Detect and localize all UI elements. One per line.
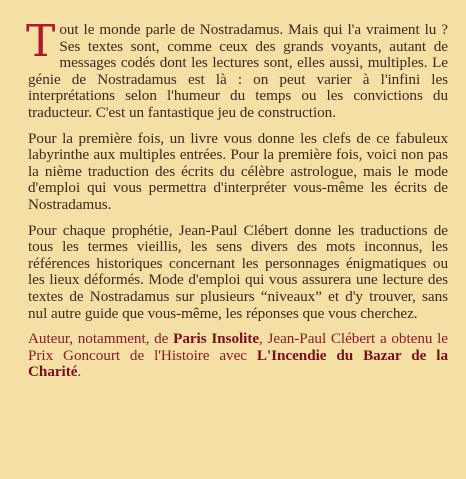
paragraph-prophecy-text: Pour chaque prophétie, Jean-Paul Clébert donne les traductions de tous les termes vieillis, les sens divers des mots inconnus, les références historiques concernant les personnages énigmatiques ou les lieux déformés. Mode d'emploi qui vous assurera une lecture des textes de Nostradamus sur plusieurs “niveaux” et d'y trouver, sans nul autre guide que vous-même, les réponses que vous cherchez.: [28, 221, 448, 322]
paragraph-intro: [26, 16, 448, 122]
paragraph-author: [28, 331, 448, 381]
paragraph-prophecy: [28, 223, 448, 323]
author-text-after: .: [77, 363, 82, 381]
author-text-before: Auteur, notamment, de: [28, 330, 174, 348]
drop-cap: T: [26, 16, 56, 67]
author-text-middle: , Jean-Paul Clébert a obtenu le Prix Goncourt de l'Histoire avec: [28, 330, 449, 364]
paragraph-intro-text: out le monde parle de Nostradamus. Mais qui l'a vraiment lu ? Ses textes sont, comme ceux des grands voyants, autant de messages codés dont les lectures sont, elles aussi, multiples. Le génie de Nostradamus est là : on peut varier à l'infini les interprétations selon l'humeur du temps ou les convictions du traducteur. C'est un fantastique jeu de construction.: [28, 21, 448, 121]
book-title-incendie: L'Incendie du Bazar de la Charité: [28, 346, 448, 381]
back-cover-text: [26, 16, 449, 390]
book-title-paris-insolite: Paris Insolite: [173, 330, 260, 348]
paragraph-first-time: [28, 131, 448, 214]
paragraph-first-time-text: Pour la première fois, un livre vous donne les clefs de ce fabuleux labyrinthe aux multiples entrées. Pour la première fois, voici non pas la nième traduction des écrits du célèbre astrologue, mais le mode d'emploi qui vous permettra d'interpréter vous-même les écrits de Nostradamus.: [28, 129, 448, 213]
